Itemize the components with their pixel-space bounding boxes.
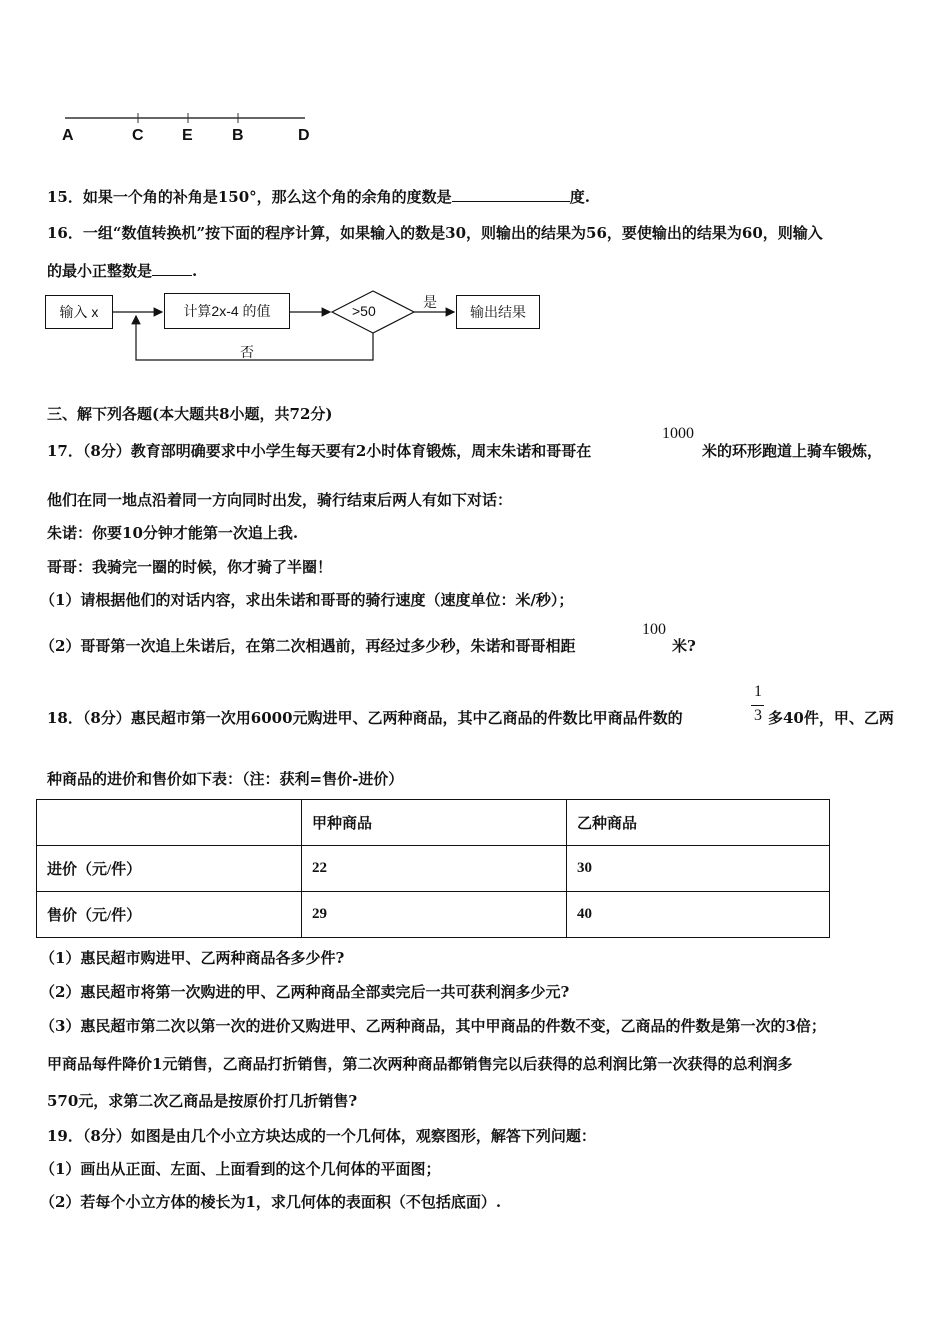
q15-text: 15．如果一个角的补角是150°，那么这个角的余角的度数是 <box>47 188 452 206</box>
q17-line1-tail: 米的环形跑道上骑车锻炼， <box>702 442 883 460</box>
table-header-cell: 乙种商品 <box>567 800 830 846</box>
answer-blank <box>452 201 570 202</box>
question-17-line2: 他们在同一地点沿着同一方向同时出发，骑行结束后两人有如下对话： <box>47 491 513 509</box>
flow-compute-label: 计算2x-4 的值 <box>183 303 271 319</box>
question-17-line4: 哥哥：我骑完一圈的时候，你才骑了半圈！ <box>47 558 333 576</box>
q18-line1-tail: 多40件，甲、乙两 <box>768 709 894 727</box>
fraction-denominator: 3 <box>754 707 762 724</box>
point-label-c: C <box>132 127 144 144</box>
table-cell: 40 <box>567 892 830 938</box>
table-cell: 22 <box>302 846 567 892</box>
question-18-part3-line2: 甲商品每件降价1元销售，乙商品打折销售，第二次两种商品都销售完以后获得的总利润比第一次获得的总利润多 <box>47 1055 793 1073</box>
point-label-a: A <box>62 127 74 144</box>
question-15 <box>47 186 590 207</box>
fraction-bar <box>751 705 764 706</box>
point-label-e: E <box>182 127 193 144</box>
table-row <box>37 892 830 938</box>
point-label-b: B <box>232 127 244 144</box>
question-19-line1: 19．（8分）如图是由几个小立方块达成的一个几何体，观察图形，解答下列问题： <box>47 1127 596 1145</box>
line-segment-figure <box>55 108 335 153</box>
question-16-line1: 16．一组“数值转换机”按下面的程序计算，如果输入的数是30，则输出的结果为56，要使输出的结果为60，则输入 <box>47 224 823 242</box>
question-17-part1: （1）请根据他们的对话内容，求出朱诺和哥哥的骑行速度（速度单位：米/秒）； <box>40 591 574 609</box>
q17-gap-value: 100 <box>642 621 666 638</box>
table-cell: 售价（元/件） <box>37 892 302 938</box>
point-label-d: D <box>298 127 310 144</box>
question-19-part1: （1）画出从正面、左面、上面看到的这个几何体的平面图； <box>40 1160 441 1178</box>
flow-no-label: 否 <box>240 345 254 361</box>
table-cell: 30 <box>567 846 830 892</box>
table-header-cell: 甲种商品 <box>302 800 567 846</box>
flow-condition-label: >50 <box>352 303 376 319</box>
question-18-line2: 种商品的进价和售价如下表：（注：获利=售价-进价） <box>47 770 404 788</box>
fraction-numerator: 1 <box>754 683 762 700</box>
question-18-part1: （1）惠民超市购进甲、乙两种商品各多少件? <box>40 949 345 967</box>
flow-input-box <box>45 295 113 329</box>
q16-line2-end: . <box>192 262 198 280</box>
question-18-part3-line1: （3）惠民超市第二次以第一次的进价又购进甲、乙两种商品，其中甲商品的件数不变，乙商品的件数是第一次的3倍； <box>40 1017 826 1035</box>
q16-line2-text: 的最小正整数是 <box>47 262 153 280</box>
q17-line1-text: 17．（8分）教育部明确要求中小学生每天要有2小时体育锻炼，周末朱诺和哥哥在 <box>47 442 592 460</box>
question-18-part2: （2）惠民超市将第一次购进的甲、乙两种商品全部卖完后一共可获利润多少元? <box>40 983 570 1001</box>
question-19-part2: （2）若每个小立方体的棱长为1，求几何体的表面积（不包括底面）. <box>40 1193 502 1211</box>
flow-input-label: 输入 x <box>59 304 99 320</box>
price-table <box>36 799 830 938</box>
question-18-line1: 18．（8分）惠民超市第一次用6000元购进甲、乙两种商品，其中乙商品的件数比甲商品件数的 <box>47 709 683 727</box>
table-cell: 29 <box>302 892 567 938</box>
q17-distance-value: 1000 <box>662 425 694 442</box>
question-17-line1 <box>47 440 591 461</box>
answer-blank <box>152 275 192 276</box>
q15-suffix: 度. <box>569 188 590 206</box>
flow-output-box <box>456 295 540 329</box>
question-18-part3-line3: 570元，求第二次乙商品是按原价打几折销售? <box>47 1092 358 1110</box>
flow-compute-box <box>164 293 290 329</box>
question-17-line3: 朱诺：你要10分钟才能第一次追上我. <box>47 524 299 542</box>
q17-part2-tail: 米? <box>672 637 696 655</box>
flow-output-label: 输出结果 <box>470 304 526 320</box>
question-17-part2: （2）哥哥第一次追上朱诺后，在第二次相遇前，再经过多少秒，朱诺和哥哥相距 <box>40 637 576 655</box>
question-16-line2 <box>47 260 197 281</box>
section-3-heading: 三、解下列各题(本大题共8小题，共72分) <box>47 405 333 423</box>
table-row <box>37 846 830 892</box>
flow-yes-label: 是 <box>423 295 437 311</box>
table-header-cell <box>37 800 302 846</box>
table-cell: 进价（元/件） <box>37 846 302 892</box>
table-header-row <box>37 800 830 846</box>
